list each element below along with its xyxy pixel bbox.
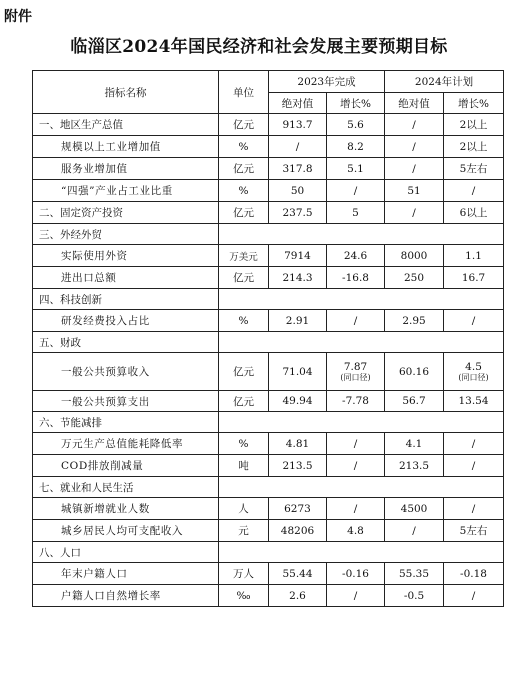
section-heading: 八、人口 xyxy=(33,542,219,563)
empty-cell xyxy=(219,332,504,353)
table-row xyxy=(33,563,504,585)
header-2024: 2024年计划 xyxy=(385,71,504,93)
section-heading: 六、节能减排 xyxy=(33,412,219,433)
abs-2024-cell: 55.35 xyxy=(385,563,444,585)
section-heading: 四、科技创新 xyxy=(33,289,219,310)
indicator-name: 研发经费投入占比 xyxy=(33,310,219,332)
abs-2023-cell: 913.7 xyxy=(269,114,327,136)
indicator-name: 户籍人口自然增长率 xyxy=(33,585,219,607)
unit-cell: % xyxy=(219,433,269,455)
abs-2024-cell: 51 xyxy=(385,180,444,202)
table-row xyxy=(33,498,504,520)
empty-cell xyxy=(219,289,504,310)
growth-2024-cell: / xyxy=(444,585,504,607)
abs-2023-cell: 2.91 xyxy=(269,310,327,332)
indicator-name: 万元生产总值能耗降低率 xyxy=(33,433,219,455)
indicator-name: “四强”产业占工业比重 xyxy=(33,180,219,202)
growth-2024-cell: 13.54 xyxy=(444,391,504,412)
unit-cell: % xyxy=(219,180,269,202)
abs-2023-cell: 237.5 xyxy=(269,202,327,224)
table-row xyxy=(33,353,504,391)
table-row xyxy=(33,224,504,245)
growth-2023-cell: -7.78 xyxy=(327,391,385,412)
header-growth-2024: 增长% xyxy=(444,93,504,114)
growth-2023-cell: / xyxy=(327,433,385,455)
unit-cell: 万美元 xyxy=(219,245,269,267)
growth-2024-cell: 2以上 xyxy=(444,136,504,158)
abs-2024-cell: 250 xyxy=(385,267,444,289)
growth-2024-cell: 5左右 xyxy=(444,158,504,180)
indicator-name: 一般公共预算收入 xyxy=(33,353,219,391)
header-growth-2023: 增长% xyxy=(327,93,385,114)
abs-2023-cell: / xyxy=(269,136,327,158)
section-heading: 三、外经外贸 xyxy=(33,224,219,245)
growth-2023-cell: -16.8 xyxy=(327,267,385,289)
abs-2023-cell: 214.3 xyxy=(269,267,327,289)
table-row xyxy=(33,391,504,412)
growth-2024-cell: -0.18 xyxy=(444,563,504,585)
attachment-label: 附件 xyxy=(4,9,32,25)
unit-cell: 亿元 xyxy=(219,391,269,412)
growth-2024-cell: / xyxy=(444,433,504,455)
indicator-name: 城镇新增就业人数 xyxy=(33,498,219,520)
unit-cell: 吨 xyxy=(219,455,269,477)
indicator-name: 服务业增加值 xyxy=(33,158,219,180)
growth-2023-cell: / xyxy=(327,585,385,607)
growth-2023-cell: 5 xyxy=(327,202,385,224)
table-row xyxy=(33,310,504,332)
growth-2024-cell: / xyxy=(444,310,504,332)
abs-2023-cell: 7914 xyxy=(269,245,327,267)
indicator-name: 进出口总额 xyxy=(33,267,219,289)
abs-2023-cell: 71.04 xyxy=(269,353,327,391)
same-basis-note: (同口径) xyxy=(458,372,489,382)
growth-2023-cell: / xyxy=(327,498,385,520)
unit-cell: 亿元 xyxy=(219,267,269,289)
abs-2024-cell: 56.7 xyxy=(385,391,444,412)
growth-2023-cell: / xyxy=(327,310,385,332)
section-heading: 七、就业和人民生活 xyxy=(33,477,219,498)
table-row xyxy=(33,267,504,289)
unit-cell: 万人 xyxy=(219,563,269,585)
table-row xyxy=(33,412,504,433)
indicator-name: 二、固定资产投资 xyxy=(33,202,219,224)
header-indicator: 指标名称 xyxy=(33,71,219,114)
targets-table xyxy=(32,70,504,607)
indicator-name: 年末户籍人口 xyxy=(33,563,219,585)
document-title: 临淄区2024年国民经济和社会发展主要预期目标 xyxy=(70,37,448,57)
abs-2023-cell: 50 xyxy=(269,180,327,202)
abs-2024-cell: / xyxy=(385,114,444,136)
table-row xyxy=(33,180,504,202)
growth-2023-cell: 24.6 xyxy=(327,245,385,267)
abs-2023-cell: 4.81 xyxy=(269,433,327,455)
growth-2024-cell: 5左右 xyxy=(444,520,504,542)
empty-cell xyxy=(219,412,504,433)
indicator-name: 城乡居民人均可支配收入 xyxy=(33,520,219,542)
growth-2023-cell: 8.2 xyxy=(327,136,385,158)
table-row xyxy=(33,455,504,477)
indicator-name: COD排放削减量 xyxy=(33,455,219,477)
growth-2024-cell: / xyxy=(444,498,504,520)
header-2023: 2023年完成 xyxy=(269,71,385,93)
unit-cell: 亿元 xyxy=(219,114,269,136)
indicator-name: 一、地区生产总值 xyxy=(33,114,219,136)
abs-2024-cell: 4.1 xyxy=(385,433,444,455)
header-abs-2024: 绝对值 xyxy=(385,93,444,114)
growth-2023-cell: -0.16 xyxy=(327,563,385,585)
abs-2023-cell: 49.94 xyxy=(269,391,327,412)
same-basis-note: (同口径) xyxy=(340,372,371,382)
abs-2024-cell: 60.16 xyxy=(385,353,444,391)
growth-2024-cell: / xyxy=(444,180,504,202)
growth-2023-cell: 4.8 xyxy=(327,520,385,542)
abs-2023-cell: 48206 xyxy=(269,520,327,542)
table-row xyxy=(33,245,504,267)
section-heading: 五、财政 xyxy=(33,332,219,353)
abs-2023-cell: 317.8 xyxy=(269,158,327,180)
abs-2023-cell: 213.5 xyxy=(269,455,327,477)
unit-cell: 亿元 xyxy=(219,353,269,391)
table-row xyxy=(33,585,504,607)
unit-cell: ‰ xyxy=(219,585,269,607)
empty-cell xyxy=(219,542,504,563)
growth-2023-cell: 5.1 xyxy=(327,158,385,180)
table-row xyxy=(33,202,504,224)
indicator-name: 实际使用外资 xyxy=(33,245,219,267)
growth-2024-cell: 16.7 xyxy=(444,267,504,289)
abs-2024-cell: 213.5 xyxy=(385,455,444,477)
header-abs-2023: 绝对值 xyxy=(269,93,327,114)
growth-2023-cell: 5.6 xyxy=(327,114,385,136)
abs-2024-cell: / xyxy=(385,520,444,542)
indicator-name: 一般公共预算支出 xyxy=(33,391,219,412)
growth-2024-cell: / xyxy=(444,455,504,477)
growth-2023-cell: 7.87 (同口径) xyxy=(327,353,385,391)
table-body xyxy=(33,114,504,607)
indicator-name: 规模以上工业增加值 xyxy=(33,136,219,158)
table-row xyxy=(33,520,504,542)
unit-cell: % xyxy=(219,310,269,332)
empty-cell xyxy=(219,224,504,245)
table-row xyxy=(33,114,504,136)
growth-2024-cell: 6以上 xyxy=(444,202,504,224)
table-row xyxy=(33,136,504,158)
abs-2024-cell: 8000 xyxy=(385,245,444,267)
abs-2024-cell: / xyxy=(385,158,444,180)
abs-2024-cell: / xyxy=(385,136,444,158)
growth-2024-cell: 2以上 xyxy=(444,114,504,136)
table-row xyxy=(33,332,504,353)
unit-cell: 亿元 xyxy=(219,202,269,224)
abs-2024-cell: 2.95 xyxy=(385,310,444,332)
empty-cell xyxy=(219,477,504,498)
growth-2024-cell: 4.5 (同口径) xyxy=(444,353,504,391)
table-row xyxy=(33,477,504,498)
abs-2023-cell: 6273 xyxy=(269,498,327,520)
unit-cell: 亿元 xyxy=(219,158,269,180)
unit-cell: 元 xyxy=(219,520,269,542)
abs-2023-cell: 55.44 xyxy=(269,563,327,585)
header-unit: 单位 xyxy=(219,71,269,114)
growth-2023-cell: / xyxy=(327,455,385,477)
abs-2024-cell: 4500 xyxy=(385,498,444,520)
abs-2024-cell: -0.5 xyxy=(385,585,444,607)
unit-cell: 人 xyxy=(219,498,269,520)
abs-2024-cell: / xyxy=(385,202,444,224)
unit-cell: % xyxy=(219,136,269,158)
table-row xyxy=(33,289,504,310)
growth-2023-cell: / xyxy=(327,180,385,202)
table-row xyxy=(33,158,504,180)
table-row xyxy=(33,433,504,455)
table-row xyxy=(33,542,504,563)
abs-2023-cell: 2.6 xyxy=(269,585,327,607)
growth-2024-cell: 1.1 xyxy=(444,245,504,267)
